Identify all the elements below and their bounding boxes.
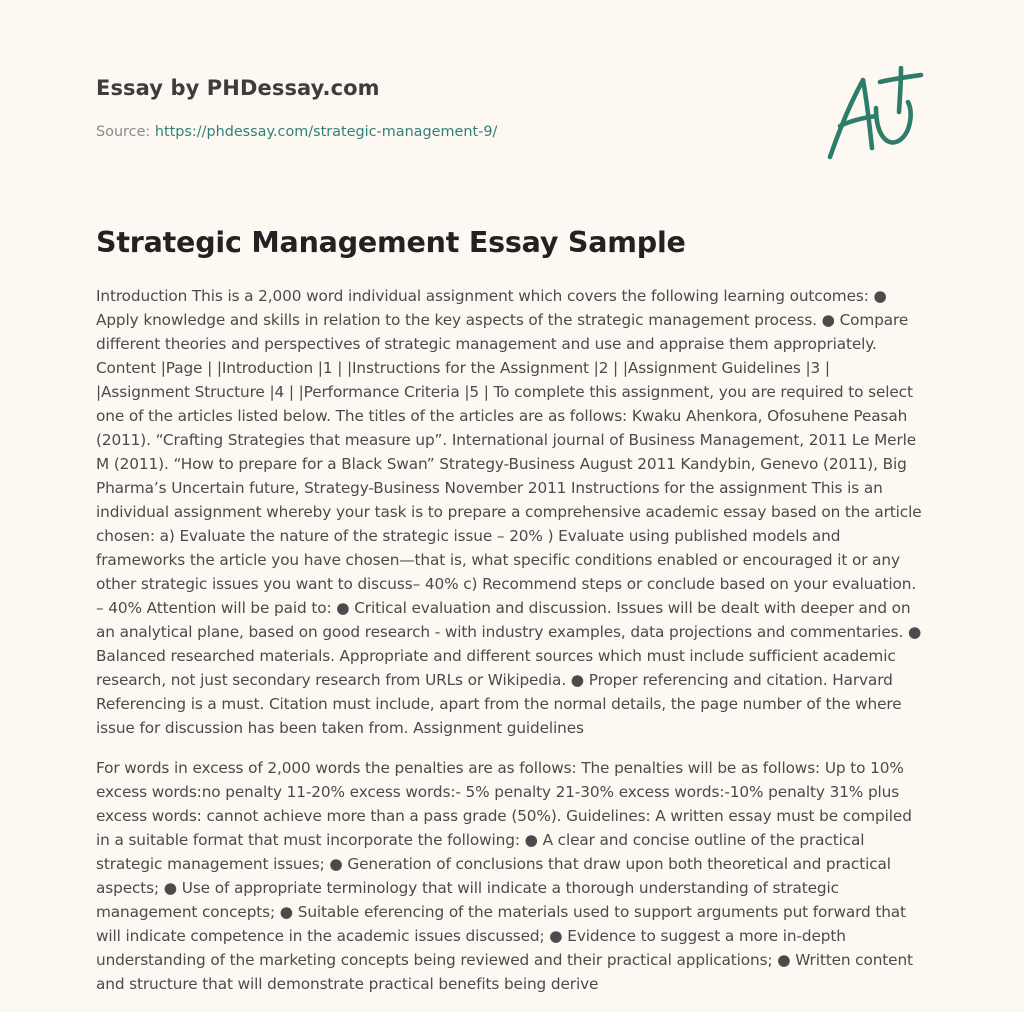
source-link[interactable]: https://phdessay.com/strategic-management-9/ [154, 124, 498, 140]
source-label: Source: [96, 124, 151, 140]
site-brand: Essay by PHDessay.com [96, 76, 380, 100]
source-line [96, 124, 497, 140]
essay-paragraph: For words in excess of 2,000 words the penalties are as follows: The penalties will be as follows: Up to 10% excess words:no penalty 11-20% excess words:- 5% penalty 21-30% excess words:-10% penalty 31% plus excess words: cannot achieve more than a pass grade (50%). Guidelines: A written essay must be compiled in a suitable format that must incorporate the following: ● A clear and concise outline of the practical strategic management issues; ● Generation of conclusions that draw upon both theoretical and practical aspects; ● Use of appropriate terminology that will indicate a thorough understanding of strategic management concepts; ● Suitable eferencing of the materials used to support arguments put forward that will indicate competence in the academic issues discussed; ● Evidence to suggest a more in-depth understanding of the marketing concepts being reviewed and their practical applications; ● Written content and structure that will demonstrate practical benefits being derive [96, 759, 913, 993]
a-plus-grade-icon [818, 66, 930, 166]
essay-title: Strategic Management Essay Sample [96, 226, 686, 259]
essay-body [96, 284, 926, 1012]
essay-paragraph: Introduction This is a 2,000 word individual assignment which covers the following learning outcomes: ● Apply knowledge and skills in relation to the key aspects of the strategic management process. ● Compare different theories and perspectives of strategic management and use and appraise them appropriately. Content |Page | |Introduction |1 | |Instructions for the Assignment |2 | |Assignment Guidelines |3 | |Assignment Structure |4 | |Performance Criteria |5 | To complete this assignment, you are required to select one of the articles listed below. The titles of the articles are as follows: Kwaku Ahenkora, Ofosuhene Peasah (2011). “Crafting Strategies that measure up”. International journal of Business Management, 2011 Le Merle M (2011). “How to prepare for a Black Swan” Strategy-Business August 2011 Kandybin, Genevo (2011), Big Pharma’s Uncertain future, Strategy-Business November 2011 Instructions for the assignment This is an individual assignment whereby your task is to prepare a comprehensive academic essay based on the article chosen: a) Evaluate the nature of the strategic issue – 20% ) Evaluate using published models and frameworks the article you have chosen—that is, what specific conditions enabled or encouraged it or any other strategic issues you want to discuss– 40% c) Recommend steps or conclude based on your evaluation. – 40% Attention will be paid to: ● Critical evaluation and discussion. Issues will be dealt with deeper and on an analytical plane, based on good research - with industry examples, data projections and commentaries. ● Balanced researched materials. Appropriate and different sources which must include sufficient academic research, not just secondary research from URLs or Wikipedia. ● Proper referencing and citation. Harvard Referencing is a must. Citation must include, apart from the normal details, the page number of the where issue for discussion has been taken from. Assignment guidelines [96, 287, 922, 737]
